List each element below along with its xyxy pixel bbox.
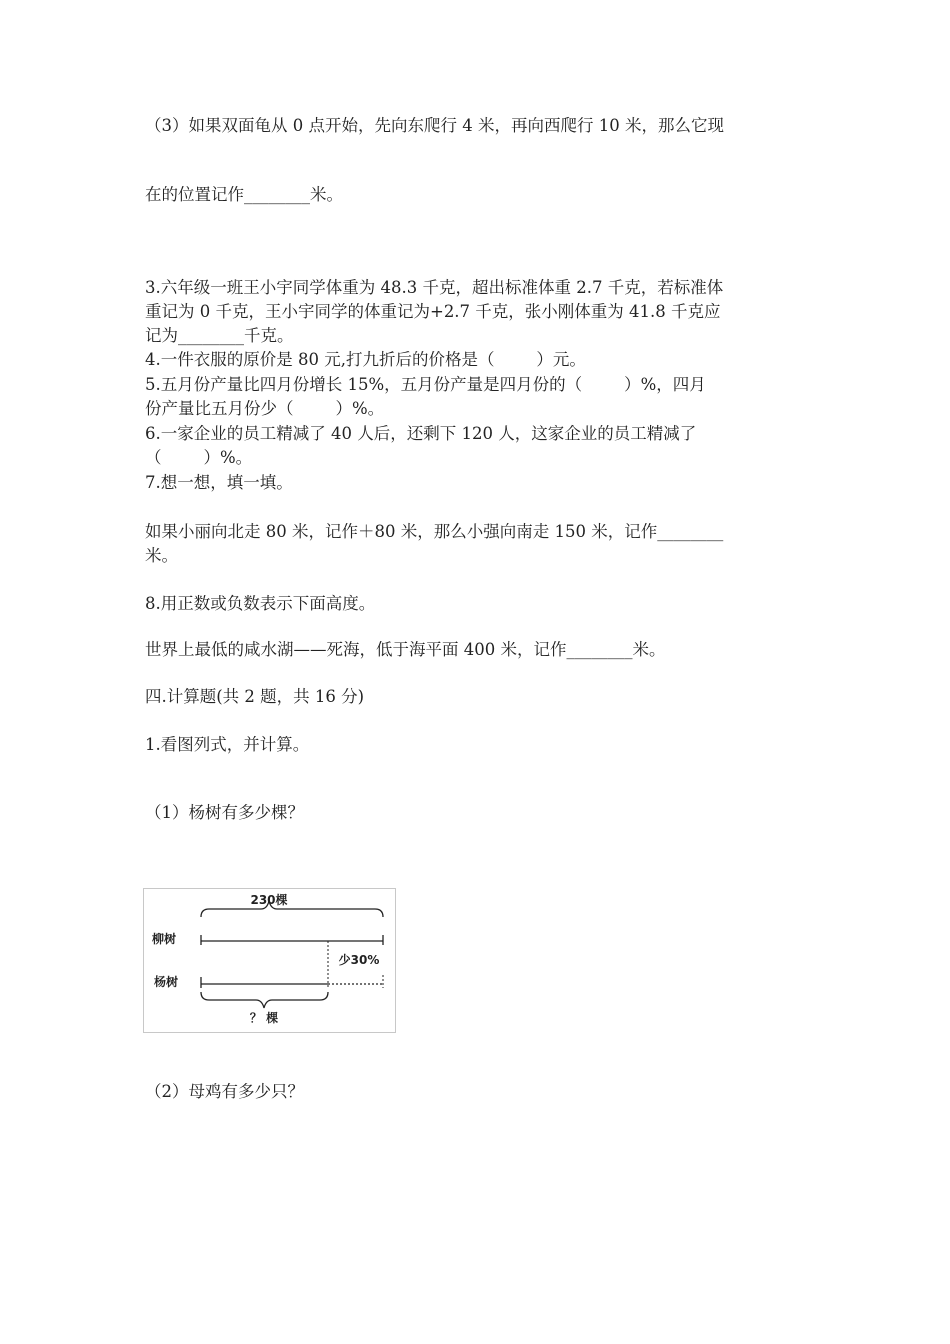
diagram-total-label: 230棵 — [250, 893, 288, 907]
question-5-line-2: 份产量比五月份少（ ）%。 — [145, 399, 385, 418]
question-3-line-1: 3.六年级一班王小宇同学体重为 48.3 千克，超出标准体重 2.7 千克，若标准体 — [145, 278, 724, 297]
line-segment-diagram — [143, 888, 396, 1033]
diagram-less-label: 少30% — [338, 953, 380, 967]
diagram-poplar-label: 杨树 — [154, 975, 179, 989]
question-8-line: 世界上最低的咸水湖——死海，低于海平面 400 米，记作________米。 — [145, 640, 666, 659]
question-6-line-2: （ ）%。 — [145, 448, 253, 467]
calc-question-1-heading: 1.看图列式，并计算。 — [145, 735, 310, 754]
question-3-line-3: 记为________千克。 — [145, 326, 294, 345]
question-7-heading: 7.想一想，填一填。 — [145, 473, 293, 492]
calc-question-1-1: （1）杨树有多少棵？ — [145, 803, 304, 822]
calc-question-1-2: （2）母鸡有多少只？ — [145, 1082, 304, 1101]
diagram-unknown-label: ？ 棵 — [249, 1011, 279, 1025]
question-3-3-line-2: 在的位置记作________米。 — [145, 185, 343, 204]
question-7-line-1: 如果小丽向北走 80 米，记作＋80 米，那么小强向南走 150 米，记作________ — [145, 522, 724, 541]
question-6-line-1: 6.一家企业的员工精减了 40 人后，还剩下 120 人，这家企业的员工精减了 — [145, 424, 697, 443]
section-4-heading: 四.计算题(共 2 题，共 16 分) — [145, 687, 365, 706]
question-3-3-line-1: （3）如果双面龟从 0 点开始，先向东爬行 4 米，再向西爬行 10 米，那么它现 — [145, 116, 724, 135]
question-8-heading: 8.用正数或负数表示下面高度。 — [145, 594, 376, 613]
question-3-line-2: 重记为 0 千克，王小宇同学的体重记为+2.7 千克，张小刚体重为 41.8 千克应 — [145, 302, 721, 321]
question-7-line-2: 米。 — [145, 546, 178, 565]
question-5-line-1: 5.五月份产量比四月份增长 15%，五月份产量是四月份的（ ）%，四月 — [145, 375, 706, 394]
question-4: 4.一件衣服的原价是 80 元,打九折后的价格是（ ）元。 — [145, 350, 586, 369]
diagram-willow-label: 柳树 — [152, 932, 177, 946]
